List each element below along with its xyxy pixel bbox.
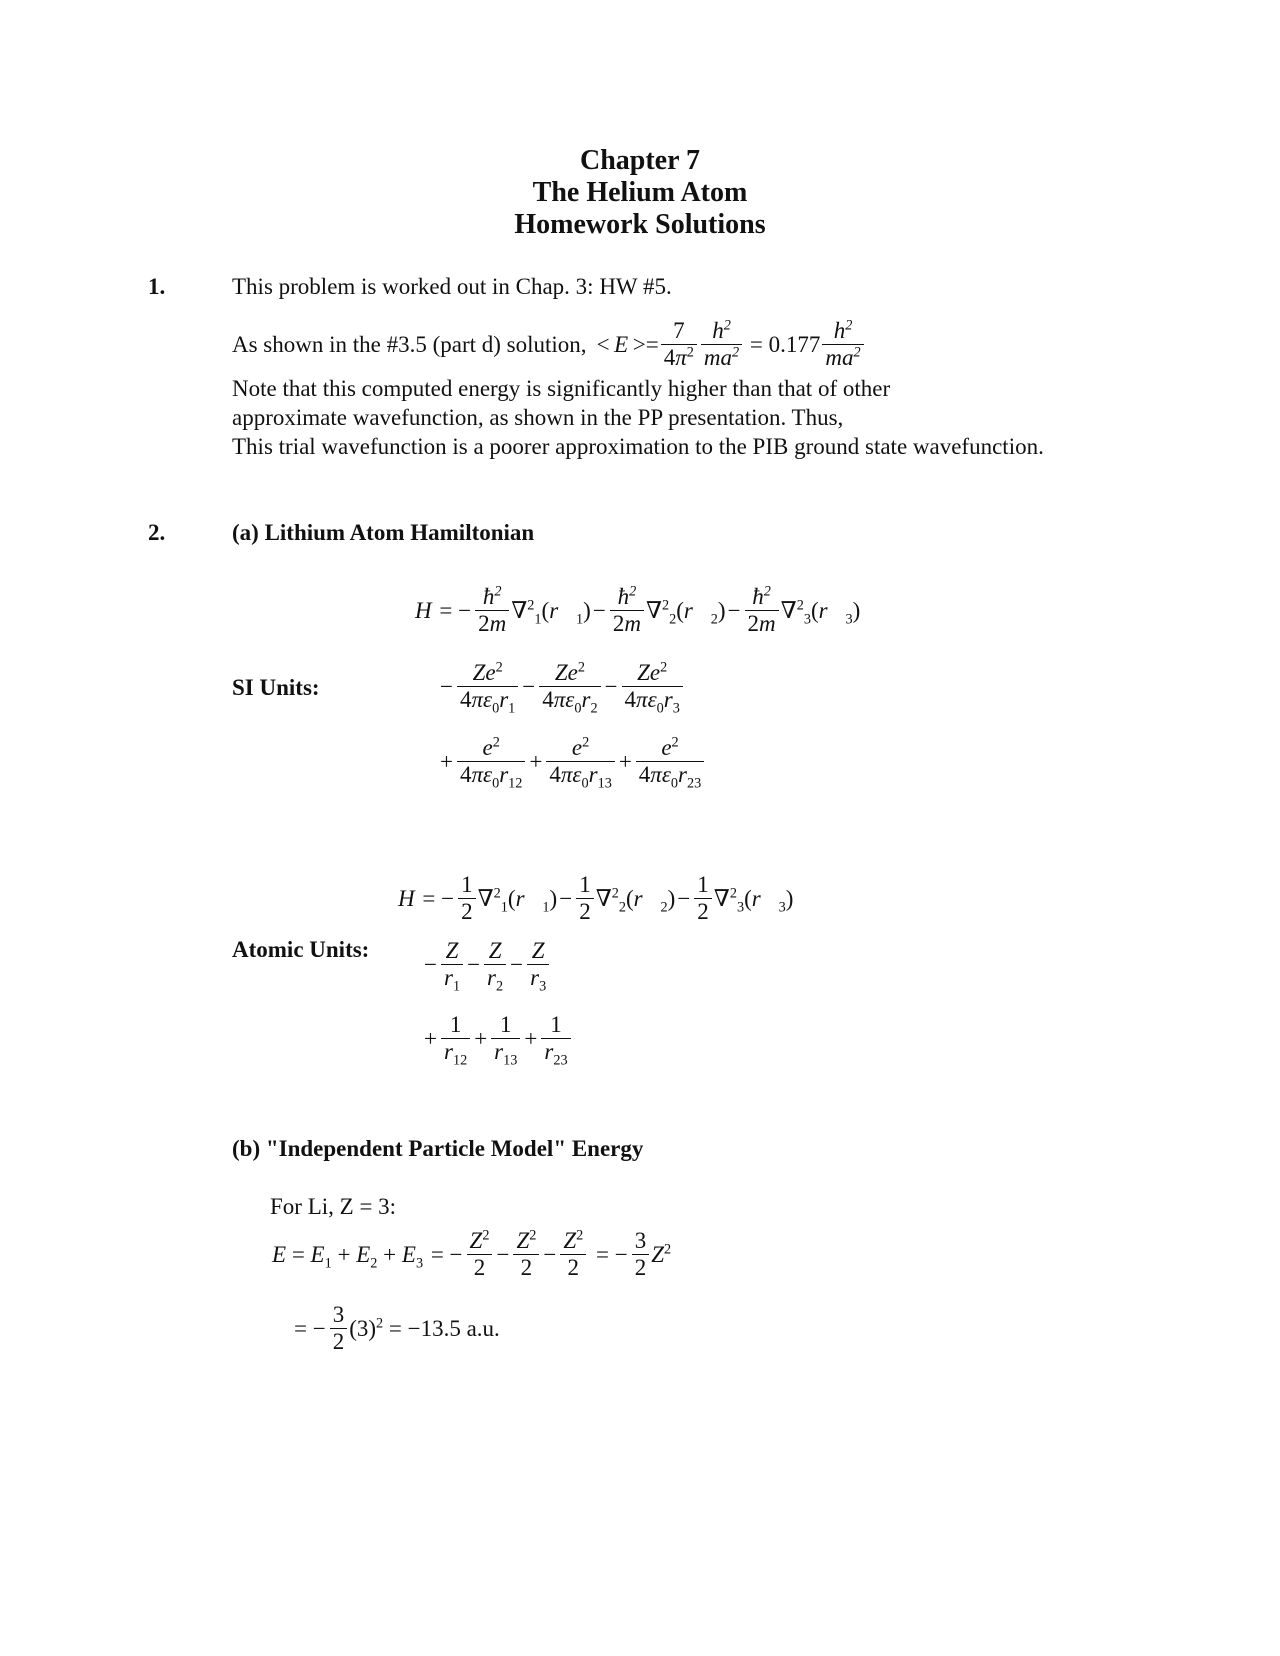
au-hamiltonian-attraction: − $\frac{Z}{r_1}$ − $\frac{Z}{r_2}$ − $\frac{Z}{r_3}$	[422, 938, 551, 992]
au-hamiltonian-repulsion: + $\frac{1}{r_{12}}$ + $\frac{1}{r_{13}}$ + $\frac{1}{r_{23}}$	[422, 1012, 573, 1066]
energy-coefficient: 0.177	[768, 331, 821, 357]
problem-1-number: 1.	[148, 274, 166, 299]
document-title: The Helium Atom	[532, 177, 748, 208]
problem-1-line2-prefix: As shown in the #3.5 (part d) solution,	[232, 331, 587, 357]
energy-result-value: = −13.5 a.u.	[388, 1315, 500, 1341]
part-a-title: (a) Lithium Atom Hamiltonian	[232, 520, 535, 545]
au-hamiltonian-kinetic: H = − $\frac{1}{2}$ $\nabla^2_1(r⃗_1)$ − $\frac{1}{2}$ $\nabla^2_2(r⃗_2)$ − $\frac{1}{2}$ $\nabla^2_3(r⃗_3)$	[398, 872, 794, 925]
for-li-label: For Li, Z = 3:	[270, 1194, 397, 1219]
si-hamiltonian-kinetic: H = − $\frac{ħ^2}{2m}$ $\nabla^2_1(r⃗_1)$ − $\frac{ħ^2}{2m}$ $\nabla^2_2(r⃗_2)$ − $\frac{ħ^2}{2m}$ $\nabla^2_3(r⃗_3)$	[415, 583, 861, 637]
problem-1-energy-equation: As shown in the #3.5 (part d) solution, < E >= $\frac{7}{4\pi^2}$ $\frac{h^2}{ma^2}$ = 0.177 $\frac{h^2}{ma^2}$	[232, 318, 866, 372]
ipm-energy-result: = − $\frac{3}{2}$ $(3)^2$ = −13.5 a.u.	[294, 1302, 500, 1355]
problem-1-note-line1: Note that this computed energy is significantly higher than that of other	[232, 376, 891, 401]
chapter-title: Chapter 7	[579, 145, 701, 176]
ipm-energy-equation: $E = E_1 + E_2 + E_3$ = − $\frac{Z^2}{2}$ − $\frac{Z^2}{2}$ − $\frac{Z^2}{2}$ = − $\frac{3}{2}$ $Z^2$	[272, 1227, 672, 1281]
problem-2-number: 2.	[148, 520, 166, 545]
document-subtitle: Homework Solutions	[514, 209, 766, 240]
part-b-title: (b) "Independent Particle Model" Energy	[232, 1136, 644, 1161]
problem-1-note-line2: approximate wavefunction, as shown in the PP presentation. Thus,	[232, 405, 844, 430]
problem-1-note-line3: This trial wavefunction is a poorer approximation to the PIB ground state wavefunction.	[232, 434, 1044, 459]
si-units-label: SI Units:	[232, 675, 320, 700]
problem-1-line1: This problem is worked out in Chap. 3: HW #5.	[232, 274, 672, 299]
atomic-units-label: Atomic Units:	[232, 937, 370, 962]
si-hamiltonian-attraction: − $\frac{Ze^2}{4\pi\varepsilon_0r_1}$ − $\frac{Ze^2}{4\pi\varepsilon_0r_2}$ − $\frac{Ze^2}{4\pi\varepsilon_0r_3}$	[438, 660, 685, 714]
si-hamiltonian-repulsion: + $\frac{e^2}{4\pi\varepsilon_0r_{12}}$ + $\frac{e^2}{4\pi\varepsilon_0r_{13}}$ + $\frac{e^2}{4\pi\varepsilon_0r_{23}}$	[438, 735, 706, 789]
